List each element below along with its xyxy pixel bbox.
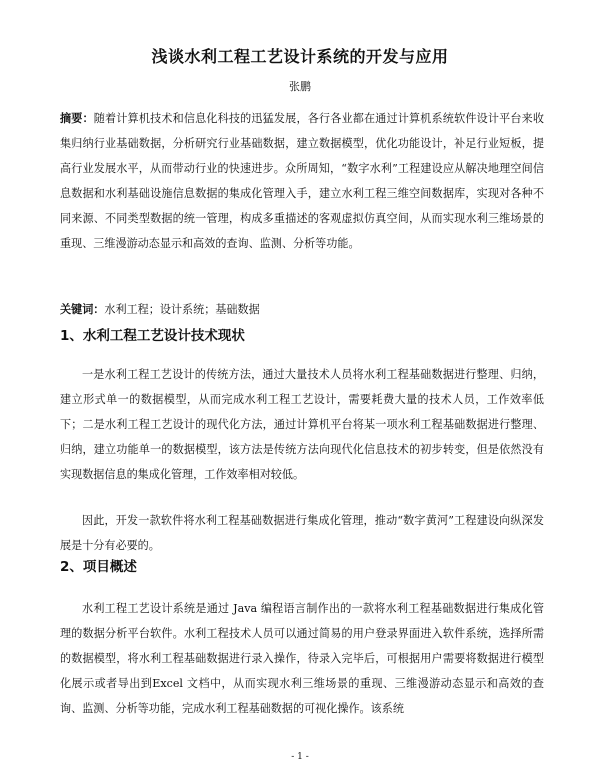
section-1-heading: 1、水利工程工艺设计技术现状 [60,328,245,344]
section-1-paragraph-2: 因此，开发一款软件将水利工程基础数据进行集成化管理，推动“数字黄河”工程建设向纵深发展是十分有必要的。 [60,514,544,552]
author-name: 张鹏 [289,80,311,93]
abstract-label: 摘要： [60,112,94,125]
section-2-heading: 2、项目概述 [60,559,137,575]
section-2-paragraph-1: 水利工程工艺设计系统是通过 Java 编程语言制作出的一款将水利工程基础数据进行集成化管理的数据分析平台软件。水利工程技术人员可以通过简易的用户登录界面进入软件系统，选择所需的数据模型，将水利工程基础数据进行录入操作，待录入完毕后，可根据用户需要将数据进行模型化展示或者导出到Excel 文档中，从而实现水利三维场景的重现、三维漫游动态显示和高效的查询、监测、分析等功能，完成水利工程基础数据的可视化操作。该系统 [60,602,544,715]
keywords-text: 水利工程；设计系统；基础数据 [104,303,260,316]
section-1-paragraph-1: 一是水利工程工艺设计的传统方法，通过大量技术人员将水利工程基础数据进行整理、归纳，建立形式单一的数据模型，从而完成水利工程工艺设计，需要耗费大量的技术人员，工作效率低下；二是水利工程工艺设计的现代化方法，通过计算机平台将某一项水利工程基础数据进行整理、归纳，建立功能单一的数据模型，该方法是传统方法向现代化信息技术的初步转变，但是依然没有实现数据信息的集成化管理，工作效率相对较低。 [60,368,544,481]
abstract-text: 随着计算机技术和信息化科技的迅猛发展，各行各业都在通过计算机系统软件设计平台来收集归纳行业基础数据，分析研究行业基础数据，建立数据模型，优化功能设计，补足行业短板，提高行业发展水平，从而带动行业的快速进步。众所周知，“数字水利”工程建设应从解决地理空间信息数据和水利基础设施信息数据的集成化管理入手，建立水利工程三维空间数据库，实现对各种不同来源、不同类型数据的统一管理，构成多重描述的客观虚拟仿真空间，从而实现水利三维场景的重现、三维漫游动态显示和高效的查询、监测、分析等功能。 [60,112,544,250]
keywords [60,297,544,322]
abstract [60,106,544,256]
paper-title: 浅谈水利工程工艺设计系统的开发与应用 [151,47,449,66]
page-number: - 1 - [291,752,309,762]
keywords-label: 关键词： [60,303,105,316]
